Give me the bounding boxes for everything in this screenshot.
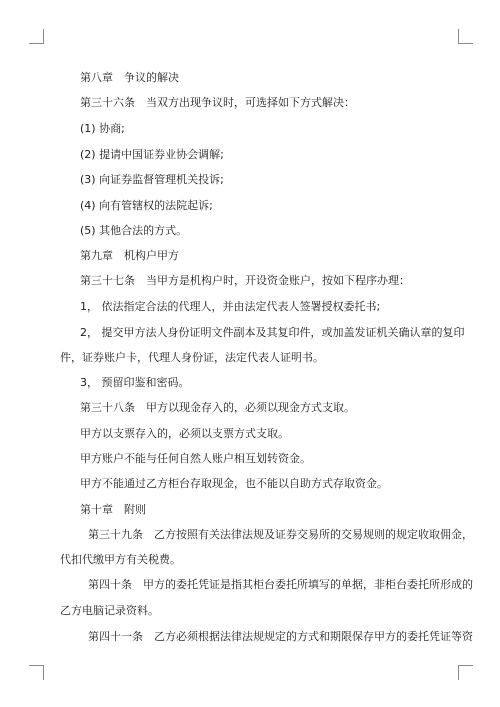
article-line: 第四十条 甲方的委托凭证是指其柜台委托所填写的单据，非柜台委托所形成的 (88, 578, 473, 591)
article-line: 第四十一条 乙方必须根据法律法规规定的方式和期限保存甲方的委托凭证等资 (88, 630, 473, 643)
article-continuation: 乙方电脑记录资料。 (60, 604, 159, 617)
crop-mark-top-right (458, 29, 473, 44)
list-item: 3， 预留印鉴和密码。 (80, 376, 190, 389)
chapter-heading: 第八章 争议的解决 (80, 71, 179, 84)
list-item: (4) 向有管辖权的法院起诉; (80, 199, 213, 212)
article-line: 第三十七条 当甲方是机构户时，开设资金账户，按如下程序办理： (80, 274, 410, 287)
list-item: (3) 向证券监督管理机关投诉; (80, 173, 224, 186)
list-item: (1) 协商; (80, 122, 125, 135)
crop-mark-top-left (29, 29, 44, 44)
crop-mark-bottom-right (458, 665, 473, 680)
crop-mark-bottom-left (29, 665, 44, 680)
article-line: 第三十九条 乙方按照有关法律法规及证券交易所的交易规则的规定收取佣金， (88, 528, 473, 541)
chapter-heading: 第十章 附则 (80, 503, 146, 516)
list-item: (2) 提请中国证券业协会调解; (80, 148, 224, 161)
list-item-continuation: 件，证券账户卡，代理人身份证，法定代表人证明书。 (60, 351, 324, 364)
list-item: 1， 依法指定合法的代理人，并由法定代表人签署授权委托书; (80, 300, 381, 313)
list-item: (5) 其他合法的方式。 (80, 224, 188, 237)
list-item: 2， 提交甲方法人身份证明文件副本及其复印件，或加盖发证机关确认章的复印 (80, 326, 465, 339)
chapter-heading: 第九章 机构户甲方 (80, 249, 179, 262)
paragraph-line: 甲方账户不能与任何自然人账户相互划转资金。 (80, 452, 311, 465)
article-line: 第三十八条 甲方以现金存入的，必须以现金方式支取。 (80, 401, 355, 414)
paragraph-line: 甲方不能通过乙方柜台存取现金，也不能以自助方式存取资金。 (80, 477, 388, 490)
article-line: 第三十六条 当双方出现争议时，可选择如下方式解决： (80, 96, 355, 109)
paragraph-line: 甲方以支票存入的，必须以支票方式支取。 (80, 427, 289, 440)
article-continuation: 代扣代缴甲方有关税费。 (60, 553, 181, 566)
